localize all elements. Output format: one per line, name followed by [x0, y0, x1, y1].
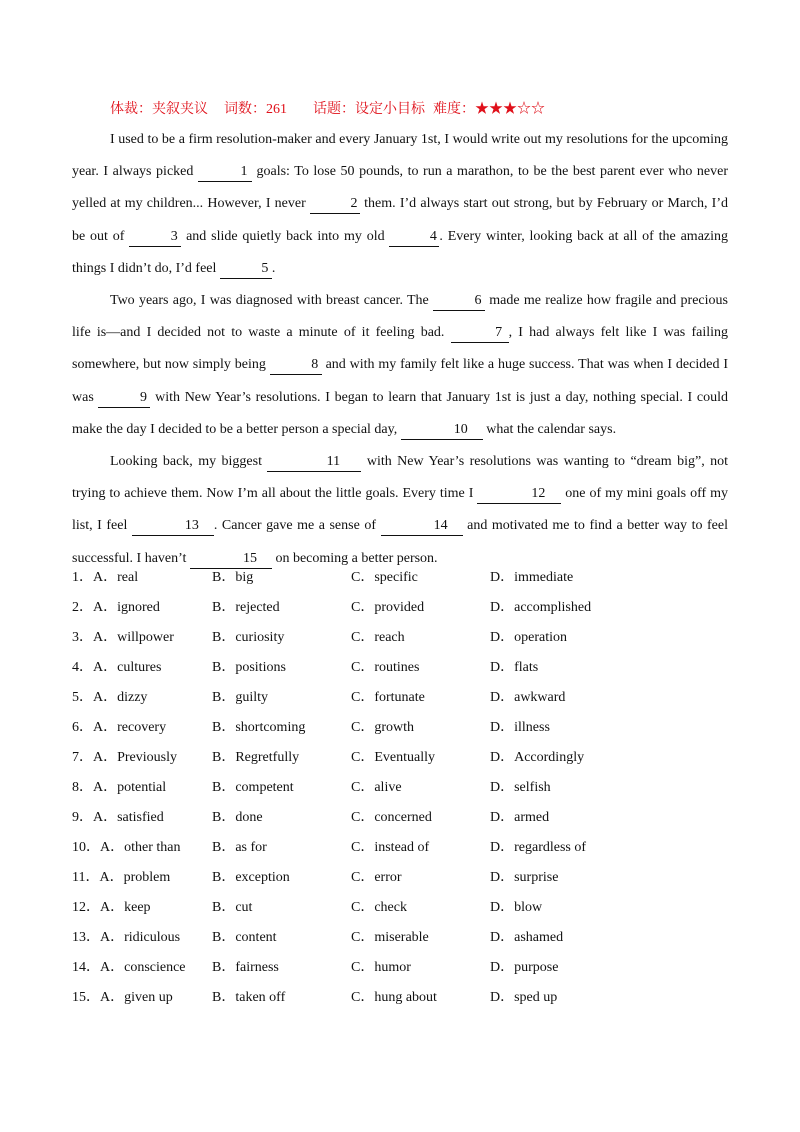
option-d[interactable]: D．armed [490, 810, 550, 825]
option-d[interactable]: D．sped up [490, 990, 558, 1005]
option-c[interactable]: C．miserable [351, 930, 429, 945]
question-number: 12． [72, 900, 100, 915]
question-row [72, 803, 732, 833]
question-number: 14． [72, 960, 100, 975]
blank-9[interactable]: 9 [98, 389, 150, 408]
option-c[interactable]: C．routines [351, 660, 420, 675]
option-d[interactable]: D．selfish [490, 780, 551, 795]
question-number: 8． [72, 780, 93, 795]
question-number: 15． [72, 990, 100, 1005]
option-d[interactable]: D．purpose [490, 960, 559, 975]
option-c[interactable]: C．concerned [351, 810, 432, 825]
option-c[interactable]: C．fortunate [351, 690, 425, 705]
blank-4[interactable]: 4 [389, 228, 439, 247]
option-c[interactable]: C．humor [351, 960, 411, 975]
question-number-and-option-a [72, 773, 166, 803]
question-number: 6． [72, 720, 93, 735]
question-number: 5． [72, 690, 93, 705]
question-row [72, 983, 732, 1013]
option-d[interactable]: D．regardless of [490, 840, 587, 855]
option-c[interactable]: C．instead of [351, 840, 430, 855]
option-d[interactable]: D．Accordingly [490, 750, 585, 765]
blank-12[interactable]: 12 [477, 485, 561, 504]
option-b[interactable]: B．big [212, 570, 254, 585]
option-c[interactable]: C．provided [351, 600, 425, 615]
option-d[interactable]: D．accomplished [490, 600, 592, 615]
option-c[interactable]: C．hung about [351, 990, 437, 1005]
passage-text: with New Year’s resolutions was wanting to “dream big”, not trying to achieve them. Now I’m all about the little goals. Every time I [72, 454, 729, 502]
passage-text: them. I’d always start out strong, but by February or March, I’d be out of [72, 196, 728, 244]
option-d[interactable]: D．surprise [490, 870, 559, 885]
passage-text: Two years ago, I was diagnosed with breast cancer. The [110, 293, 434, 309]
passage-text: and with my family felt like a huge success. That was when I decided I was [72, 357, 728, 405]
option-a[interactable]: A．other than [100, 840, 181, 855]
question-number-and-option-a [72, 593, 160, 623]
option-a[interactable]: A．satisfied [93, 810, 164, 825]
question-row [72, 713, 732, 743]
option-c[interactable]: C．error [351, 870, 402, 885]
option-a[interactable]: A．keep [100, 900, 151, 915]
option-d[interactable]: D．awkward [490, 690, 566, 705]
blank-3[interactable]: 3 [129, 228, 181, 247]
genre-label: 体裁：夹叙夹议 [110, 102, 208, 117]
passage-text: . Cancer gave me a sense of [213, 518, 381, 534]
question-number: 3． [72, 630, 93, 645]
option-a[interactable]: A．cultures [93, 660, 162, 675]
question-number-and-option-a [72, 983, 173, 1013]
passage-text: . [271, 260, 276, 276]
passage-text: what the calendar says. [482, 421, 617, 437]
option-a[interactable]: A．real [93, 570, 139, 585]
option-b[interactable]: B．taken off [212, 990, 286, 1005]
question-number: 9． [72, 810, 93, 825]
passage-text: and motivated me to find a better way to feel successful. I haven’t [72, 518, 728, 566]
question-number: 4． [72, 660, 93, 675]
option-b[interactable]: B．positions [212, 660, 286, 675]
option-c[interactable]: C．Eventually [351, 750, 435, 765]
question-number: 2． [72, 600, 93, 615]
question-number: 13． [72, 930, 100, 945]
question-row [72, 773, 732, 803]
passage-text: and slide quietly back into my old [181, 228, 390, 244]
question-number: 1． [72, 570, 93, 585]
question-row [72, 953, 732, 983]
blank-2[interactable]: 2 [310, 195, 360, 214]
topic-label: 话题：设定小目标 [313, 102, 425, 117]
question-number-and-option-a [72, 893, 151, 923]
question-number-and-option-a [72, 833, 180, 863]
answer-options [72, 563, 732, 1013]
option-a[interactable]: A．potential [93, 780, 167, 795]
option-c[interactable]: C．check [351, 900, 407, 915]
question-number-and-option-a [72, 653, 161, 683]
question-number-and-option-a [72, 863, 170, 893]
question-row [72, 743, 732, 773]
option-b[interactable]: B．guilty [212, 690, 269, 705]
word-count-label: 词数：261 [224, 102, 287, 117]
passage-text: . Every winter, looking back at all of the amazing things I didn’t do, I’d feel [72, 228, 729, 276]
question-number-and-option-a [72, 743, 177, 773]
passage-text: made me realize how fragile and precious life is—and I decided not to waste a minute of it feeling bad. [72, 293, 728, 341]
option-b[interactable]: B．shortcoming [212, 720, 306, 735]
option-a[interactable]: A．problem [99, 870, 171, 885]
question-number-and-option-a [72, 713, 166, 743]
header-info [110, 98, 545, 118]
option-a[interactable]: A．Previously [93, 750, 177, 765]
passage-text: with New Year’s resolutions. I began to learn that January 1st is just a day, nothing special. I could make the day I decided to be a better person a special day, [72, 389, 728, 437]
question-number: 10． [72, 840, 100, 855]
passage-text: I used to be a firm resolution-maker and every January 1st, I would write out my resolutions for the upcoming year. I always picked [72, 132, 728, 180]
paragraph-3 [72, 446, 728, 575]
option-b[interactable]: B．exception [212, 870, 290, 885]
blank-15[interactable]: 15 [190, 550, 272, 569]
option-b[interactable]: B．content [212, 930, 277, 945]
option-d[interactable]: D．blow [490, 900, 543, 915]
option-a[interactable]: A．ignored [93, 600, 160, 615]
difficulty-label: 难度：★★★☆☆ [433, 102, 545, 117]
cloze-passage [72, 124, 728, 575]
option-d[interactable]: D．immediate [490, 570, 574, 585]
blank-5[interactable]: 5 [220, 260, 272, 279]
option-c[interactable]: C．reach [351, 630, 405, 645]
option-c[interactable]: C．specific [351, 570, 418, 585]
option-b[interactable]: B．done [212, 810, 263, 825]
blank-13[interactable]: 13 [132, 517, 214, 536]
option-b[interactable]: B．cut [212, 900, 253, 915]
passage-text: goals: To lose 50 pounds, to run a marathon, to be the best parent ever who never yelled at my children... However, I never [72, 164, 728, 212]
option-a[interactable]: A．dizzy [93, 690, 148, 705]
paragraph-2 [72, 285, 728, 446]
question-row [72, 923, 732, 953]
question-number: 7． [72, 750, 93, 765]
question-row [72, 833, 732, 863]
option-d[interactable]: D．ashamed [490, 930, 564, 945]
passage-text: on becoming a better person. [271, 550, 438, 566]
option-d[interactable]: D．illness [490, 720, 550, 735]
question-number: 11． [72, 870, 100, 885]
option-a[interactable]: A．given up [100, 990, 173, 1005]
blank-8[interactable]: 8 [270, 356, 322, 375]
option-a[interactable]: A．conscience [100, 960, 186, 975]
blank-6[interactable]: 6 [433, 292, 485, 311]
passage-text: Looking back, my biggest [110, 454, 268, 470]
option-b[interactable]: B．as for [212, 840, 267, 855]
option-b[interactable]: B．fairness [212, 960, 279, 975]
blank-7[interactable]: 7 [451, 324, 509, 343]
option-b[interactable]: B．rejected [212, 600, 280, 615]
paragraph-1 [72, 124, 728, 285]
option-b[interactable]: B．Regretfully [212, 750, 300, 765]
option-c[interactable]: C．alive [351, 780, 402, 795]
passage-text: , I had always felt like I was failing somewhere, but now simply being [72, 325, 728, 373]
question-row [72, 563, 732, 593]
option-c[interactable]: C．growth [351, 720, 414, 735]
question-number-and-option-a [72, 803, 164, 833]
option-b[interactable]: B．competent [212, 780, 294, 795]
question-row [72, 593, 732, 623]
question-row [72, 653, 732, 683]
blank-1[interactable]: 1 [198, 163, 252, 182]
blank-14[interactable]: 14 [381, 517, 463, 536]
option-d[interactable]: D．operation [490, 630, 567, 645]
question-row [72, 683, 732, 713]
question-number-and-option-a [72, 623, 174, 653]
question-number-and-option-a [72, 563, 138, 593]
question-number-and-option-a [72, 923, 180, 953]
option-a[interactable]: A．willpower [93, 630, 174, 645]
option-a[interactable]: A．ridiculous [100, 930, 181, 945]
blank-11[interactable]: 11 [267, 453, 361, 472]
question-number-and-option-a [72, 953, 186, 983]
question-row [72, 893, 732, 923]
option-d[interactable]: D．flats [490, 660, 539, 675]
question-row [72, 623, 732, 653]
question-number-and-option-a [72, 683, 147, 713]
blank-10[interactable]: 10 [401, 421, 483, 440]
passage-text: one of my mini goals off my list, I feel [72, 486, 728, 534]
question-row [72, 863, 732, 893]
option-a[interactable]: A．recovery [93, 720, 167, 735]
option-b[interactable]: B．curiosity [212, 630, 285, 645]
